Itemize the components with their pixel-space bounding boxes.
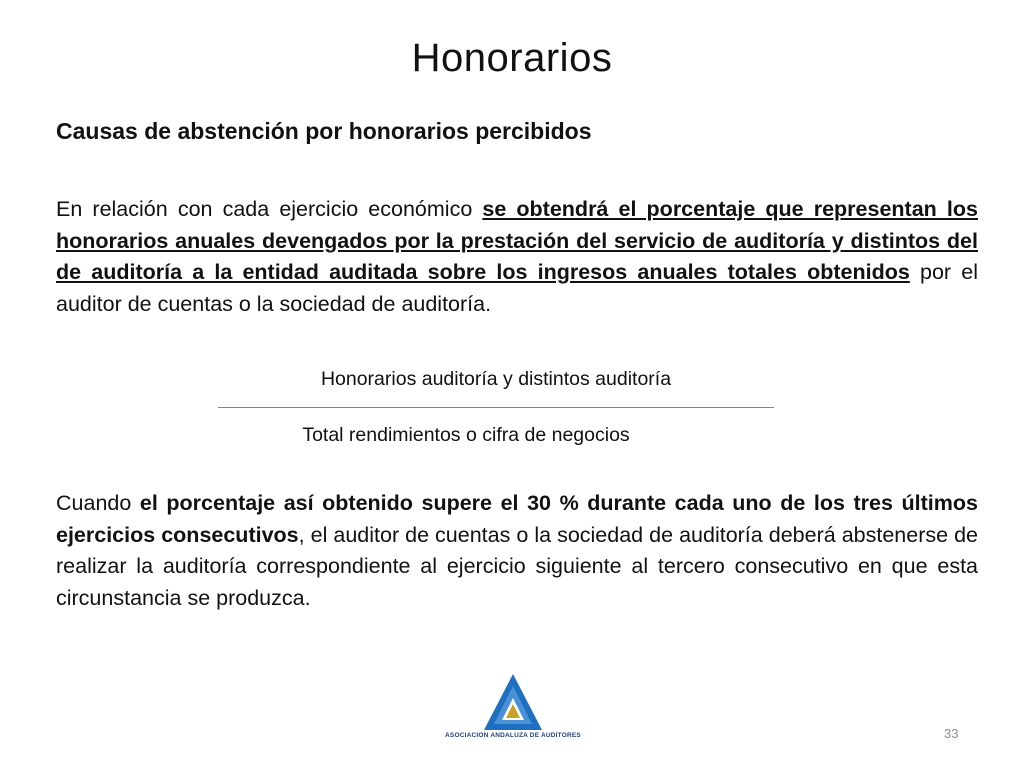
page-number: 33 <box>944 726 959 741</box>
paragraph-threshold <box>56 488 978 614</box>
paragraph-threshold-emphasis: el porcentaje así obtenido supere el 30 % durante cada uno de los tres últimos ejercicios consecutivos <box>56 491 978 547</box>
triangle-logo-icon <box>482 672 544 732</box>
paragraph-definition-outro: por el auditor de cuentas o la sociedad de auditoría. <box>56 260 978 316</box>
slide-subtitle: Causas de abstención por honorarios percibidos <box>56 118 592 144</box>
paragraph-threshold-outro: , el auditor de cuentas o la sociedad de auditoría deberá abstenerse de realizar la auditoría correspondiente al ejercicio siguiente al tercero consecutivo en que esta circunstancia se produzca. <box>56 522 979 610</box>
paragraph-definition-emphasis: se obtendrá el porcentaje que representan los honorarios anuales devengados por la prestación del servicio de auditoría y distintos del de auditoría a la entidad auditada sobre los ingresos anuales totales obtenidos <box>56 197 978 284</box>
logo-text: ASOCIACION ANDALUZA DE AUDITORES <box>445 732 581 739</box>
fraction-line <box>218 407 774 408</box>
fraction-numerator: Honorarios auditoría y distintos auditoría <box>320 368 672 390</box>
paragraph-definition-intro: En relación con cada ejercicio económico <box>56 197 483 221</box>
paragraph-threshold-intro: Cuando <box>56 491 140 515</box>
fraction-denominator: Total rendimientos o cifra de negocios <box>302 424 630 446</box>
slide-title: Honorarios <box>411 36 613 80</box>
association-logo <box>438 672 588 742</box>
paragraph-definition <box>56 194 978 320</box>
